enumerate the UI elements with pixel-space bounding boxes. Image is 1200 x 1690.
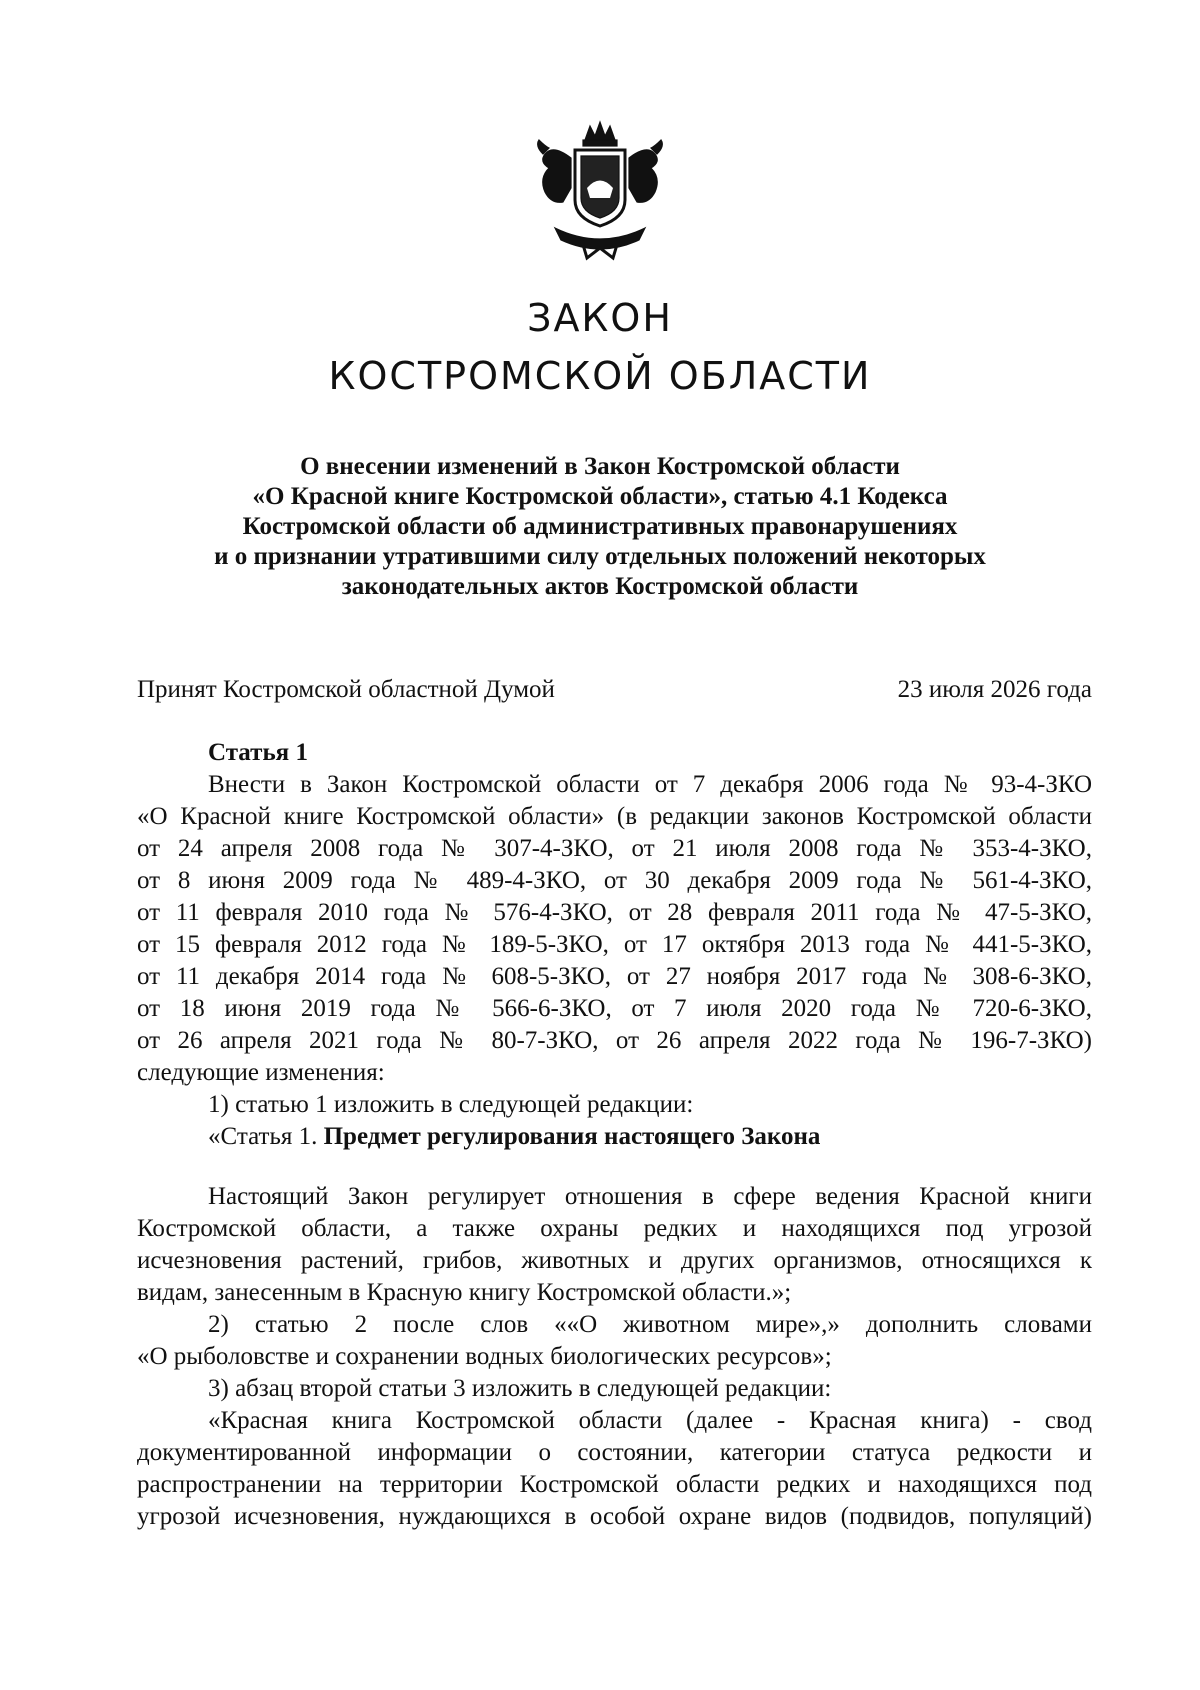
paragraph-line: документированной информации о состоянии, категории статуса редкости и (137, 1439, 1092, 1466)
new-article-prefix: «Статья 1. (208, 1123, 318, 1150)
paragraph-line: «О Красной книге Костромской области» (в редакции законов Костромской области (137, 803, 1092, 830)
paragraph-line: Настоящий Закон регулирует отношения в сфере ведения Красной книги (208, 1183, 1092, 1210)
paragraph-line: от 15 февраля 2012 года № 189-5-ЗКО, от 17 октября 2013 года № 441-5-ЗКО, (137, 931, 1092, 958)
subject-line: О внесении изменений в Закон Костромской области (300, 453, 900, 480)
subject-line: законодательных актов Костромской области (341, 573, 859, 600)
paragraph-line: от 26 апреля 2021 года № 80-7-ЗКО, от 26 апреля 2022 года № 196-7-ЗКО) (137, 1027, 1092, 1054)
law-region-title: КОСТРОМСКОЙ ОБЛАСТИ (328, 354, 872, 398)
paragraph-line: от 24 апреля 2008 года № 307-4-ЗКО, от 21 июля 2008 года № 353-4-ЗКО, (137, 835, 1092, 862)
paragraph-line: следующие изменения: (137, 1059, 385, 1086)
paragraph-line: Костромской области, а также охраны редких и находящихся под угрозой (137, 1215, 1092, 1242)
adoption-line (137, 676, 1092, 704)
paragraph-line: угрозой исчезновения, нуждающихся в особой охране видов (подвидов, популяций) (137, 1503, 1092, 1530)
article-heading: Статья 1 (208, 739, 308, 766)
item-line: 2) статью 2 после слов ««О животном мире»,» дополнить словами (208, 1311, 1092, 1338)
law-title: ЗАКОН (527, 296, 673, 340)
adopting-body: Принят Костромской областной Думой (137, 676, 555, 703)
item-line: 1) статью 1 изложить в следующей редакции: (208, 1091, 694, 1118)
new-article-heading (137, 1121, 1092, 1153)
coat-of-arms-emblem (515, 118, 685, 268)
subject-line: «О Красной книге Костромской области», статью 4.1 Кодекса (252, 483, 948, 510)
paragraph-line: от 18 июня 2019 года № 566-6-ЗКО, от 7 июля 2020 года № 720-6-ЗКО, (137, 995, 1092, 1022)
paragraph-line: от 11 февраля 2010 года № 576-4-ЗКО, от 28 февраля 2011 года № 47-5-ЗКО, (137, 899, 1092, 926)
subject-line: и о признании утратившими силу отдельных положений некоторых (214, 543, 986, 570)
law-subject-heading (120, 452, 1080, 602)
paragraph-line: Внести в Закон Костромской области от 7 декабря 2006 года № 93-4-ЗКО (208, 771, 1092, 798)
new-article-title: Предмет регулирования настоящего Закона (323, 1123, 821, 1150)
paragraph-line: от 11 декабря 2014 года № 608-5-ЗКО, от 27 ноября 2017 года № 308-6-ЗКО, (137, 963, 1092, 990)
subject-line: Костромской области об административных правонарушениях (242, 513, 958, 540)
paragraph-line: видам, занесенным в Красную книгу Костромской области.»; (137, 1279, 792, 1306)
item-line: 3) абзац второй статьи 3 изложить в следующей редакции: (208, 1375, 832, 1402)
paragraph-line: распространении на территории Костромской области редких и находящихся под (137, 1471, 1092, 1498)
paragraph-line: от 8 июня 2009 года № 489-4-ЗКО, от 30 декабря 2009 года № 561-4-ЗКО, (137, 867, 1092, 894)
paragraph-line: «Красная книга Костромской области (далее - Красная книга) - свод (208, 1407, 1092, 1434)
article-body (137, 737, 1092, 1533)
paragraph-line: исчезновения растений, грибов, животных и других организмов, относящихся к (137, 1247, 1092, 1274)
adoption-date: 23 июля 2026 года (897, 676, 1092, 703)
item-line: «О рыболовстве и сохранении водных биологических ресурсов»; (137, 1343, 832, 1370)
